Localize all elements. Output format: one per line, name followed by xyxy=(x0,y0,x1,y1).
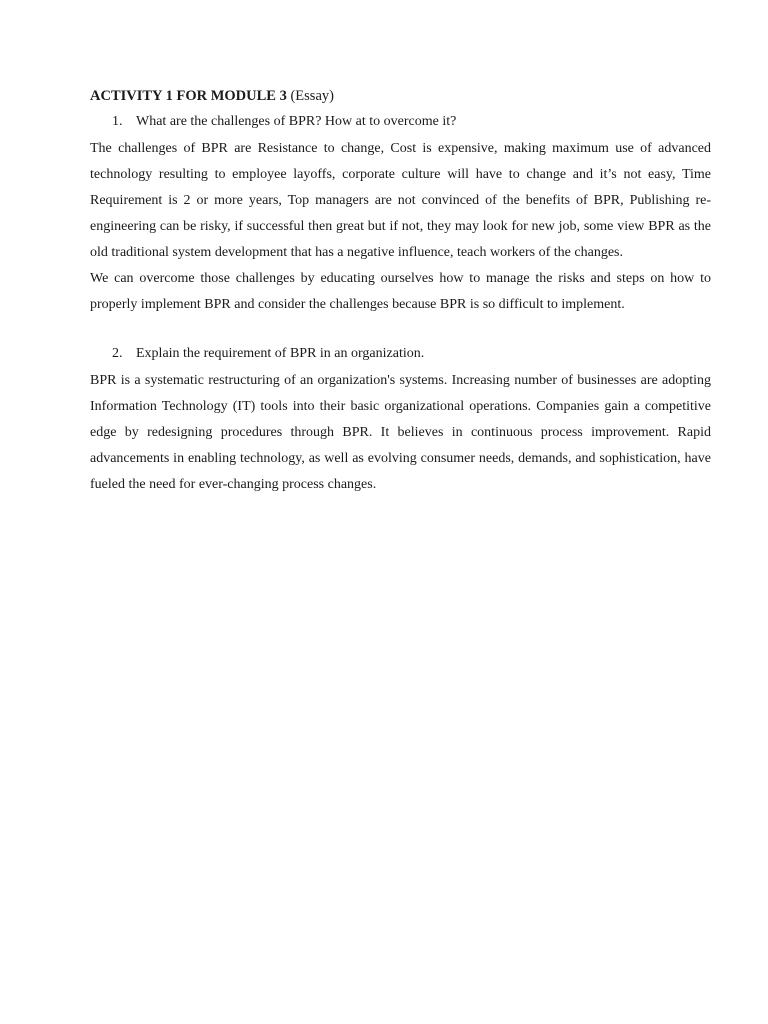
question-2-number: 2. xyxy=(112,346,123,361)
answer-1-paragraph-1: The challenges of BPR are Resistance to change, Cost is expensive, making maximum use of advanced technology resulting to employee layoffs, corporate culture will have to change and it’s not easy, Time Requirement is 2 or more years, Top managers are not convinced of the benefits of BPR, Publishing re-engineering can be risky, if successful then great but if not, they may look for new job, some view BPR as the old traditional system development that has a negative influence, teach workers of the changes. xyxy=(90,141,711,260)
question-2-text: Explain the requirement of BPR in an organization. xyxy=(136,346,425,361)
activity-title-bold: ACTIVITY 1 FOR MODULE 3 xyxy=(90,88,287,104)
question-2 xyxy=(90,344,711,364)
activity-title xyxy=(90,86,711,106)
paragraph-spacer xyxy=(90,318,711,344)
activity-title-type: (Essay) xyxy=(286,88,334,104)
question-1 xyxy=(90,112,711,132)
answer-1-paragraph-2: We can overcome those challenges by educating ourselves how to manage the risks and steps on how to properly implement BPR and consider the challenges because BPR is so difficult to implement. xyxy=(90,271,711,312)
answer-2-paragraph-1: BPR is a systematic restructuring of an organization's systems. Increasing number of businesses are adopting Information Technology (IT) tools into their basic organizational operations. Companies gain a competitive edge by redesigning procedures through BPR. It believes in continuous process improvement. Rapid advancements in enabling technology, as well as evolving consumer needs, demands, and sophistication, have fueled the need for ever-changing process changes. xyxy=(90,373,711,492)
question-1-number: 1. xyxy=(112,114,123,129)
question-1-text: What are the challenges of BPR? How at to overcome it? xyxy=(136,114,457,129)
